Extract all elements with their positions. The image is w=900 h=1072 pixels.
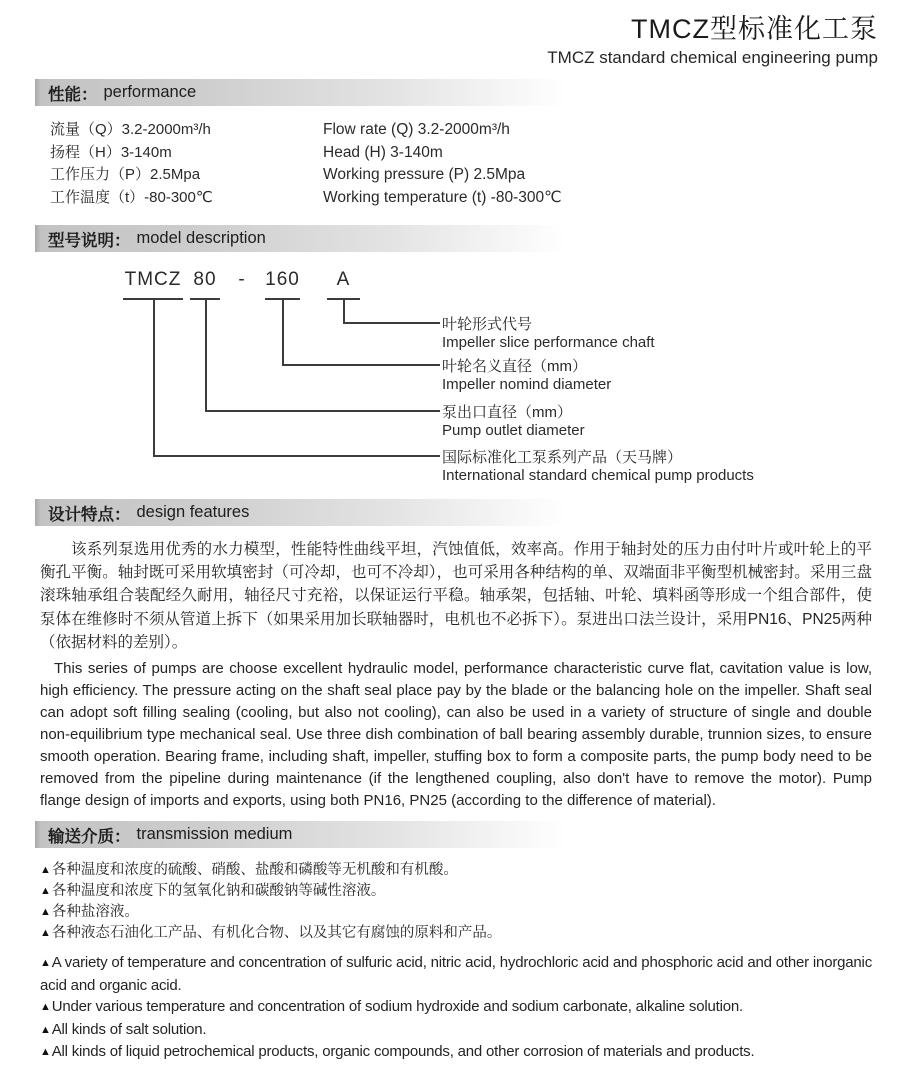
- bullet-triangle-icon: ▲: [40, 885, 51, 898]
- label-impeller-diameter-zh: 叶轮名义直径（mm）: [442, 358, 587, 375]
- bullet-text: A variety of temperature and concentration of sulfuric acid, nitric acid, hydrochloric acid and phosphoric acid and other inorganic acid and organic acid.: [40, 954, 872, 994]
- spec-pressure-en: Working pressure (P) 2.5Mpa: [323, 166, 526, 183]
- bullet-triangle-icon: ▲: [40, 864, 51, 877]
- bullet-item: [40, 923, 872, 944]
- section-heading-zh: 性能：: [48, 85, 98, 104]
- bullet-triangle-icon: ▲: [40, 1046, 51, 1059]
- model-code-diagram: [35, 265, 878, 497]
- design-paragraph-zh: 该系列泵选用优秀的水力模型，性能特性曲线平坦，汽蚀值低，效率高。作用于轴封处的压力由付叶片或叶轮上的平衡孔平衡。轴封既可采用软填密封（可冷却，也可不冷却），也可采用各种结构的单、双端面非平衡型机械密封。采用三盘滚珠轴承组合装配经久耐用，轴径尺寸充裕，以保证运行平稳。轴承架，包括轴、叶轮、填料函等形成一个组合部件，使泵体在维修时不须从管道上拆下（如果采用加长联轴器时，电机也不必拆下）。泵进出口法兰设计，采用PN16、PN25两种（依据材料的差别）。: [40, 541, 872, 651]
- bullet-triangle-icon: ▲: [40, 906, 51, 919]
- title-block: [35, 12, 878, 69]
- connector-line-outlet: [205, 298, 207, 410]
- label-impeller-type-en: Impeller slice performance chaft: [442, 334, 655, 351]
- connector-line-brand: [153, 298, 155, 455]
- bullet-item: [40, 860, 872, 881]
- spec-flow-en: Flow rate (Q) 3.2-2000m³/h: [323, 121, 510, 138]
- label-outlet-diameter-zh: 泵出口直径（mm）: [442, 404, 572, 421]
- model-code-diameter: 160: [265, 269, 300, 290]
- page-title-zh: TMCZ型标准化工泵: [631, 14, 878, 44]
- spec-temperature-en: Working temperature (t) -80-300℃: [323, 188, 562, 206]
- bullet-item: [40, 1019, 872, 1042]
- medium-bullets-zh: [40, 860, 872, 944]
- specs-column-en: [323, 119, 878, 209]
- bullet-item: [40, 1041, 872, 1064]
- connector-line-diameter-h: [282, 364, 440, 366]
- label-impeller-type-zh: 叶轮形式代号: [442, 316, 533, 333]
- section-heading-en: performance: [103, 83, 197, 101]
- spec-head-en: Head (H) 3-140m: [323, 143, 443, 161]
- section-header-medium: [35, 821, 878, 848]
- bullet-text: 各种液态石油化工产品、有机化合物、以及其它有腐蚀的原料和产品。: [51, 925, 502, 942]
- model-code-brand: TMCZ: [124, 269, 182, 290]
- bullet-item: [40, 881, 872, 902]
- spec-head-zh: 扬程（H）3-140m: [50, 143, 172, 161]
- bullet-triangle-icon: ▲: [40, 1001, 51, 1014]
- bullet-triangle-icon: ▲: [40, 957, 51, 970]
- model-code-variant: A: [336, 269, 351, 290]
- connector-line-variant: [343, 298, 345, 322]
- spec-pressure-zh: 工作压力（P）2.5Mpa: [50, 166, 201, 183]
- label-impeller-diameter-en: Impeller nomind diameter: [442, 376, 612, 393]
- section-heading-zh: 设计特点：: [48, 505, 131, 524]
- bullet-triangle-icon: ▲: [40, 1023, 51, 1036]
- label-series-product-zh: 国际标准化工泵系列产品（天马牌）: [442, 449, 683, 466]
- section-heading-en: model description: [136, 229, 266, 247]
- section-heading-zh: 输送介质：: [48, 827, 131, 846]
- design-paragraph-en: This series of pumps are choose excellent hydraulic model, performance characteristic curve flat, cavitation value is low, high efficiency. The pressure acting on the shaft seal place pay by the blade or the balancing hole on the impeller. Shaft seal can adopt soft filling sealing (cooling, but also not cooling), can also be used in a variety of structure of single and double non-equilibrium type mechanical seal. Use three dish combination of ball bearing assembly durable, trunnion sizes, to ensure smooth operation. Bearing frame, including shaft, impeller, stuffing box to form a composite parts, the pump body need to be removed from the pipeline during maintenance (if the lengthened coupling, also don't have to remove the motor). Pump flange design of imports and exports, using both PN16, PN25 (according to the difference of material).: [40, 660, 872, 810]
- performance-specs: [35, 119, 878, 209]
- connector-line-outlet-h: [205, 410, 440, 412]
- section-header-model: [35, 225, 878, 252]
- connector-line-brand-h: [153, 455, 440, 457]
- medium-bullets-en: [40, 952, 872, 1064]
- spec-flow-zh: 流量（Q）3.2-2000m³/h: [50, 121, 211, 138]
- bullet-text: All kinds of liquid petrochemical products, organic compounds, and other corrosion of materials and products.: [51, 1043, 755, 1061]
- section-heading-zh: 型号说明：: [48, 231, 131, 250]
- label-series-product-en: International standard chemical pump products: [442, 467, 754, 484]
- bullet-text: 各种温度和浓度下的氢氧化钠和碳酸钠等碱性溶液。: [51, 883, 386, 900]
- model-code-dash: -: [238, 269, 246, 290]
- connector-line-diameter: [282, 298, 284, 364]
- label-outlet-diameter-en: Pump outlet diameter: [442, 422, 585, 439]
- bullet-text: Under various temperature and concentration of sodium hydroxide and sodium carbonate, alkaline solution.: [51, 998, 743, 1016]
- section-header-performance: [35, 79, 878, 106]
- connector-line-variant-h: [343, 322, 440, 324]
- spec-temperature-zh: 工作温度（t）-80-300℃: [50, 188, 213, 206]
- section-heading-en: design features: [136, 503, 250, 521]
- bullet-text: 各种温度和浓度的硫酸、硝酸、盐酸和磷酸等无机酸和有机酸。: [51, 862, 458, 879]
- specs-column-zh: [50, 119, 323, 209]
- bullet-item: [40, 952, 872, 996]
- bullet-triangle-icon: ▲: [40, 927, 51, 940]
- bullet-item: [40, 996, 872, 1019]
- bullet-text: 各种盐溶液。: [51, 904, 139, 921]
- bullet-item: [40, 902, 872, 923]
- bullet-text: All kinds of salt solution.: [51, 1020, 207, 1038]
- model-code-outlet: 80: [193, 269, 217, 290]
- page-title-en: TMCZ standard chemical engineering pump: [547, 48, 878, 67]
- section-heading-en: transmission medium: [136, 825, 293, 844]
- section-header-design: [35, 499, 878, 526]
